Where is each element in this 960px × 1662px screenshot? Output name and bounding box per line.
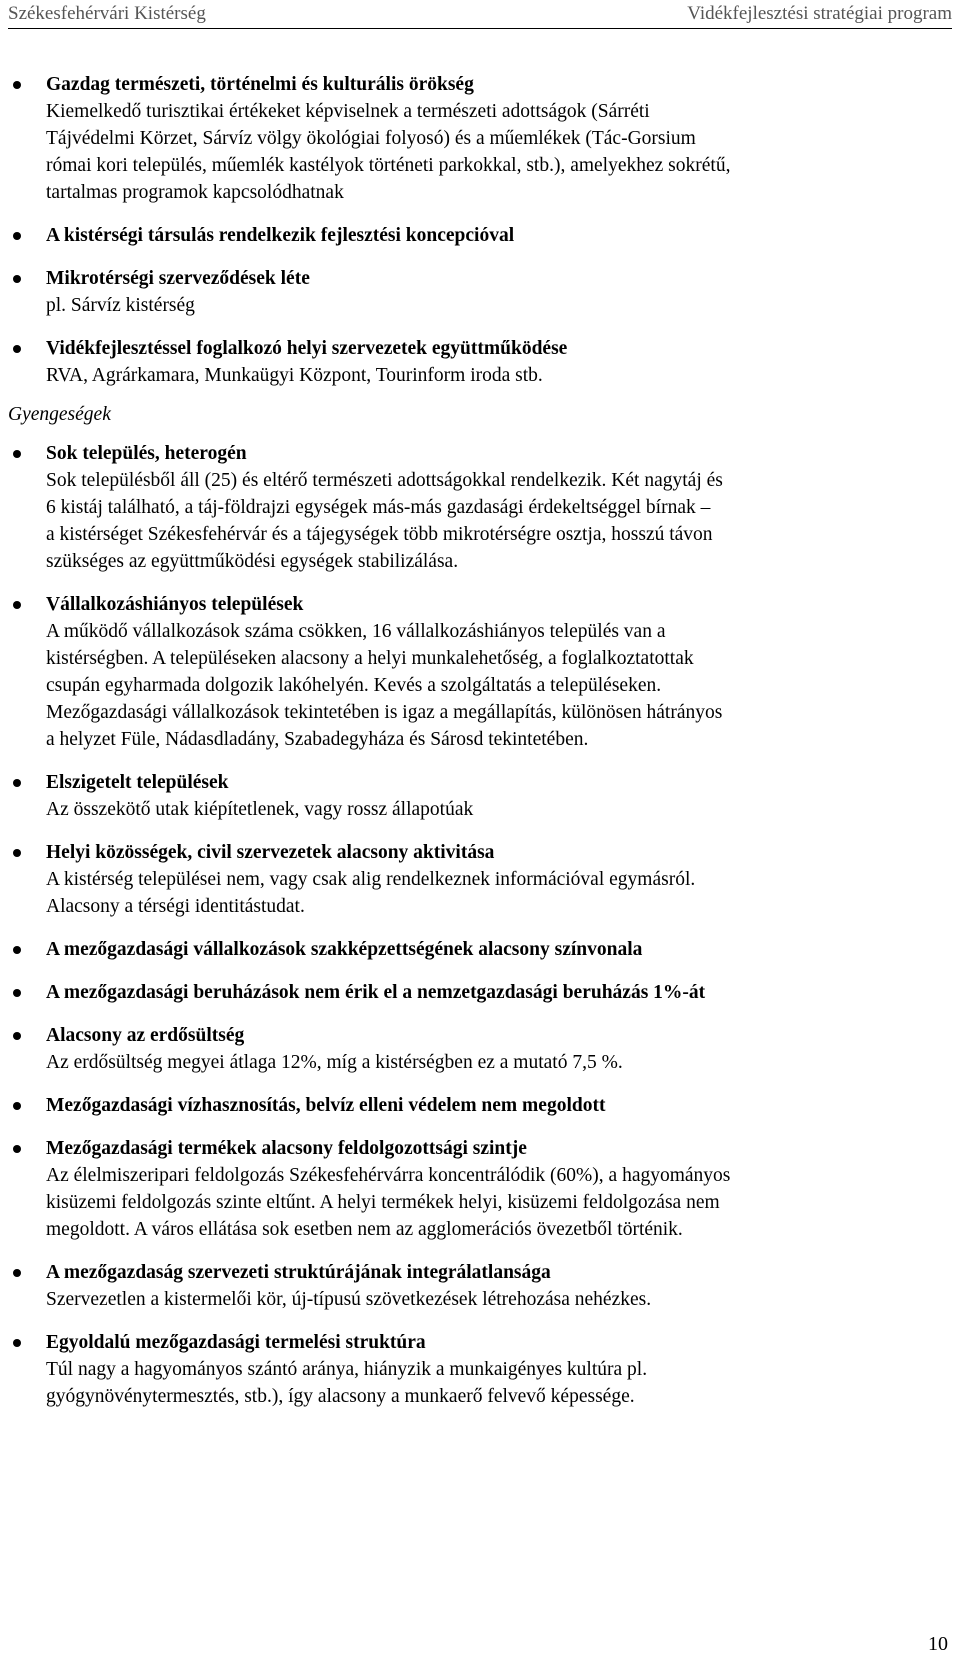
document-body [8,71,948,1410]
bullet-body-line: gyógynövénytermesztés, stb.), így alacsony a munkaerő felvevő képessége. [46,1386,635,1407]
bullet-body-line: 6 kistáj található, a táj-földrajzi egységek más-más gazdasági érdekeltséggel bírnak – [46,497,711,518]
bullet-body-line: a kistérséget Székesfehérvár és a tájegységek több mikrotérségre osztja, hosszú távon [46,524,713,545]
bullet-body-line: Az összekötő utak kiépítetlenek, vagy rossz állapotúak [46,799,474,820]
bullet-title: Mikrotérségi szerveződések léte [46,268,310,289]
weaknesses-list [8,440,948,1410]
page-header [8,2,952,29]
bullet-body-line: Szervezetlen a kistermelői kör, új-típusú szövetkezések létrehozása nehézkes. [46,1289,652,1310]
bullet-item [8,1092,948,1119]
bullet-title: Mezőgazdasági termékek alacsony feldolgozottsági szintje [46,1138,527,1159]
bullet-icon [13,1102,21,1110]
bullet-title: A mezőgazdaság szervezeti struktúrájának integrálatlansága [46,1262,551,1283]
bullet-icon [13,849,21,857]
strengths-list [8,71,948,389]
bullet-title: Elszigetelt települések [46,772,229,793]
bullet-body-line: pl. Sárvíz kistérség [46,295,195,316]
bullet-icon [13,779,21,787]
bullet-body-line: Tájvédelmi Körzet, Sárvíz völgy ökológiai folyosó) és a műemlékek (Tác-Gorsium [46,128,696,149]
bullet-title: Helyi közösségek, civil szervezetek alacsony aktivitása [46,842,495,863]
bullet-body-line: megoldott. A város ellátása sok esetben nem az agglomerációs övezetből történik. [46,1219,683,1240]
bullet-item [8,440,948,575]
bullet-item [8,1259,948,1313]
bullet-icon [13,601,21,609]
header-left-title: Székesfehérvári Kistérség [8,3,206,24]
bullet-icon [13,450,21,458]
bullet-item [8,265,948,319]
bullet-title: Alacsony az erdősültség [46,1025,245,1046]
bullet-icon [13,1339,21,1347]
bullet-body-line: Túl nagy a hagyományos szántó aránya, hiányzik a munkaigényes kultúra pl. [46,1359,648,1380]
bullet-body-line: kisüzemi feldolgozás szinte eltűnt. A helyi termékek helyi, kisüzemi feldolgozása nem [46,1192,720,1213]
bullet-body-line: római kori település, műemlék kastélyok történeti parkokkal, stb.), amelyekhez sokrétű, [46,155,731,176]
bullet-title: A mezőgazdasági vállalkozások szakképzettségének alacsony színvonala [46,939,643,960]
bullet-body-line: tartalmas programok kapcsolódhatnak [46,182,344,203]
bullet-icon [13,1032,21,1040]
bullet-body-line: Az élelmiszeripari feldolgozás Székesfehérvárra koncentrálódik (60%), a hagyományos [46,1165,731,1186]
bullet-icon [13,1269,21,1277]
bullet-title: A mezőgazdasági beruházások nem érik el a nemzetgazdasági beruházás 1%-át [46,982,706,1003]
bullet-item [8,1329,948,1410]
bullet-body-line: csupán egyharmada dolgozik lakóhelyén. Kevés a szolgáltatás a településeken. [46,675,662,696]
bullet-title: Egyoldalú mezőgazdasági termelési struktúra [46,1332,426,1353]
bullet-item [8,335,948,389]
bullet-icon [13,345,21,353]
bullet-item [8,1022,948,1076]
bullet-body-line: Az erdősültség megyei átlaga 12%, míg a kistérségben ez a mutató 7,5 %. [46,1052,623,1073]
section-heading-weaknesses: Gyengeségek [8,404,111,425]
bullet-icon [13,989,21,997]
bullet-item [8,979,948,1006]
bullet-title: A kistérségi társulás rendelkezik fejlesztési koncepcióval [46,225,515,246]
bullet-item [8,769,948,823]
bullet-body-line: Sok településből áll (25) és eltérő természeti adottságokkal rendelkezik. Két nagytáj és [46,470,723,491]
bullet-title: Vidékfejlesztéssel foglalkozó helyi szervezetek együttműködése [46,338,568,359]
bullet-item [8,936,948,963]
page-number: 10 [928,1633,948,1655]
bullet-title: Sok település, heterogén [46,443,247,464]
bullet-icon [13,81,21,89]
bullet-item [8,591,948,753]
bullet-item [8,222,948,249]
header-right-title: Vidékfejlesztési stratégiai program [687,3,952,24]
bullet-body-line: szükséges az együttműködési egységek stabilizálása. [46,551,459,572]
bullet-body-line: kistérségben. A településeken alacsony a helyi munkalehetőség, a foglalkoztatottak [46,648,694,669]
bullet-item [8,71,948,206]
bullet-icon [13,946,21,954]
bullet-title: Gazdag természeti, történelmi és kulturális örökség [46,74,474,95]
bullet-item [8,839,948,920]
bullet-icon [13,1145,21,1153]
bullet-title: Vállalkozáshiányos települések [46,594,304,615]
bullet-icon [13,275,21,283]
bullet-icon [13,232,21,240]
bullet-body-line: Alacsony a térségi identitástudat. [46,896,305,917]
bullet-body-line: a helyzet Füle, Nádasdladány, Szabadegyháza és Sárosd tekintetében. [46,729,589,750]
bullet-title: Mezőgazdasági vízhasznosítás, belvíz elleni védelem nem megoldott [46,1095,606,1116]
bullet-body-line: A kistérség települései nem, vagy csak alig rendelkeznek információval egymásról. [46,869,696,890]
bullet-body-line: Mezőgazdasági vállalkozások tekintetében is igaz a megállapítás, különösen hátrányos [46,702,723,723]
bullet-body-line: RVA, Agrárkamara, Munkaügyi Központ, Tourinform iroda stb. [46,365,543,386]
bullet-item [8,1135,948,1243]
bullet-body-line: A működő vállalkozások száma csökken, 16 vállalkozáshiányos település van a [46,621,666,642]
bullet-body-line: Kiemelkedő turisztikai értékeket képviselnek a természeti adottságok (Sárréti [46,101,650,122]
